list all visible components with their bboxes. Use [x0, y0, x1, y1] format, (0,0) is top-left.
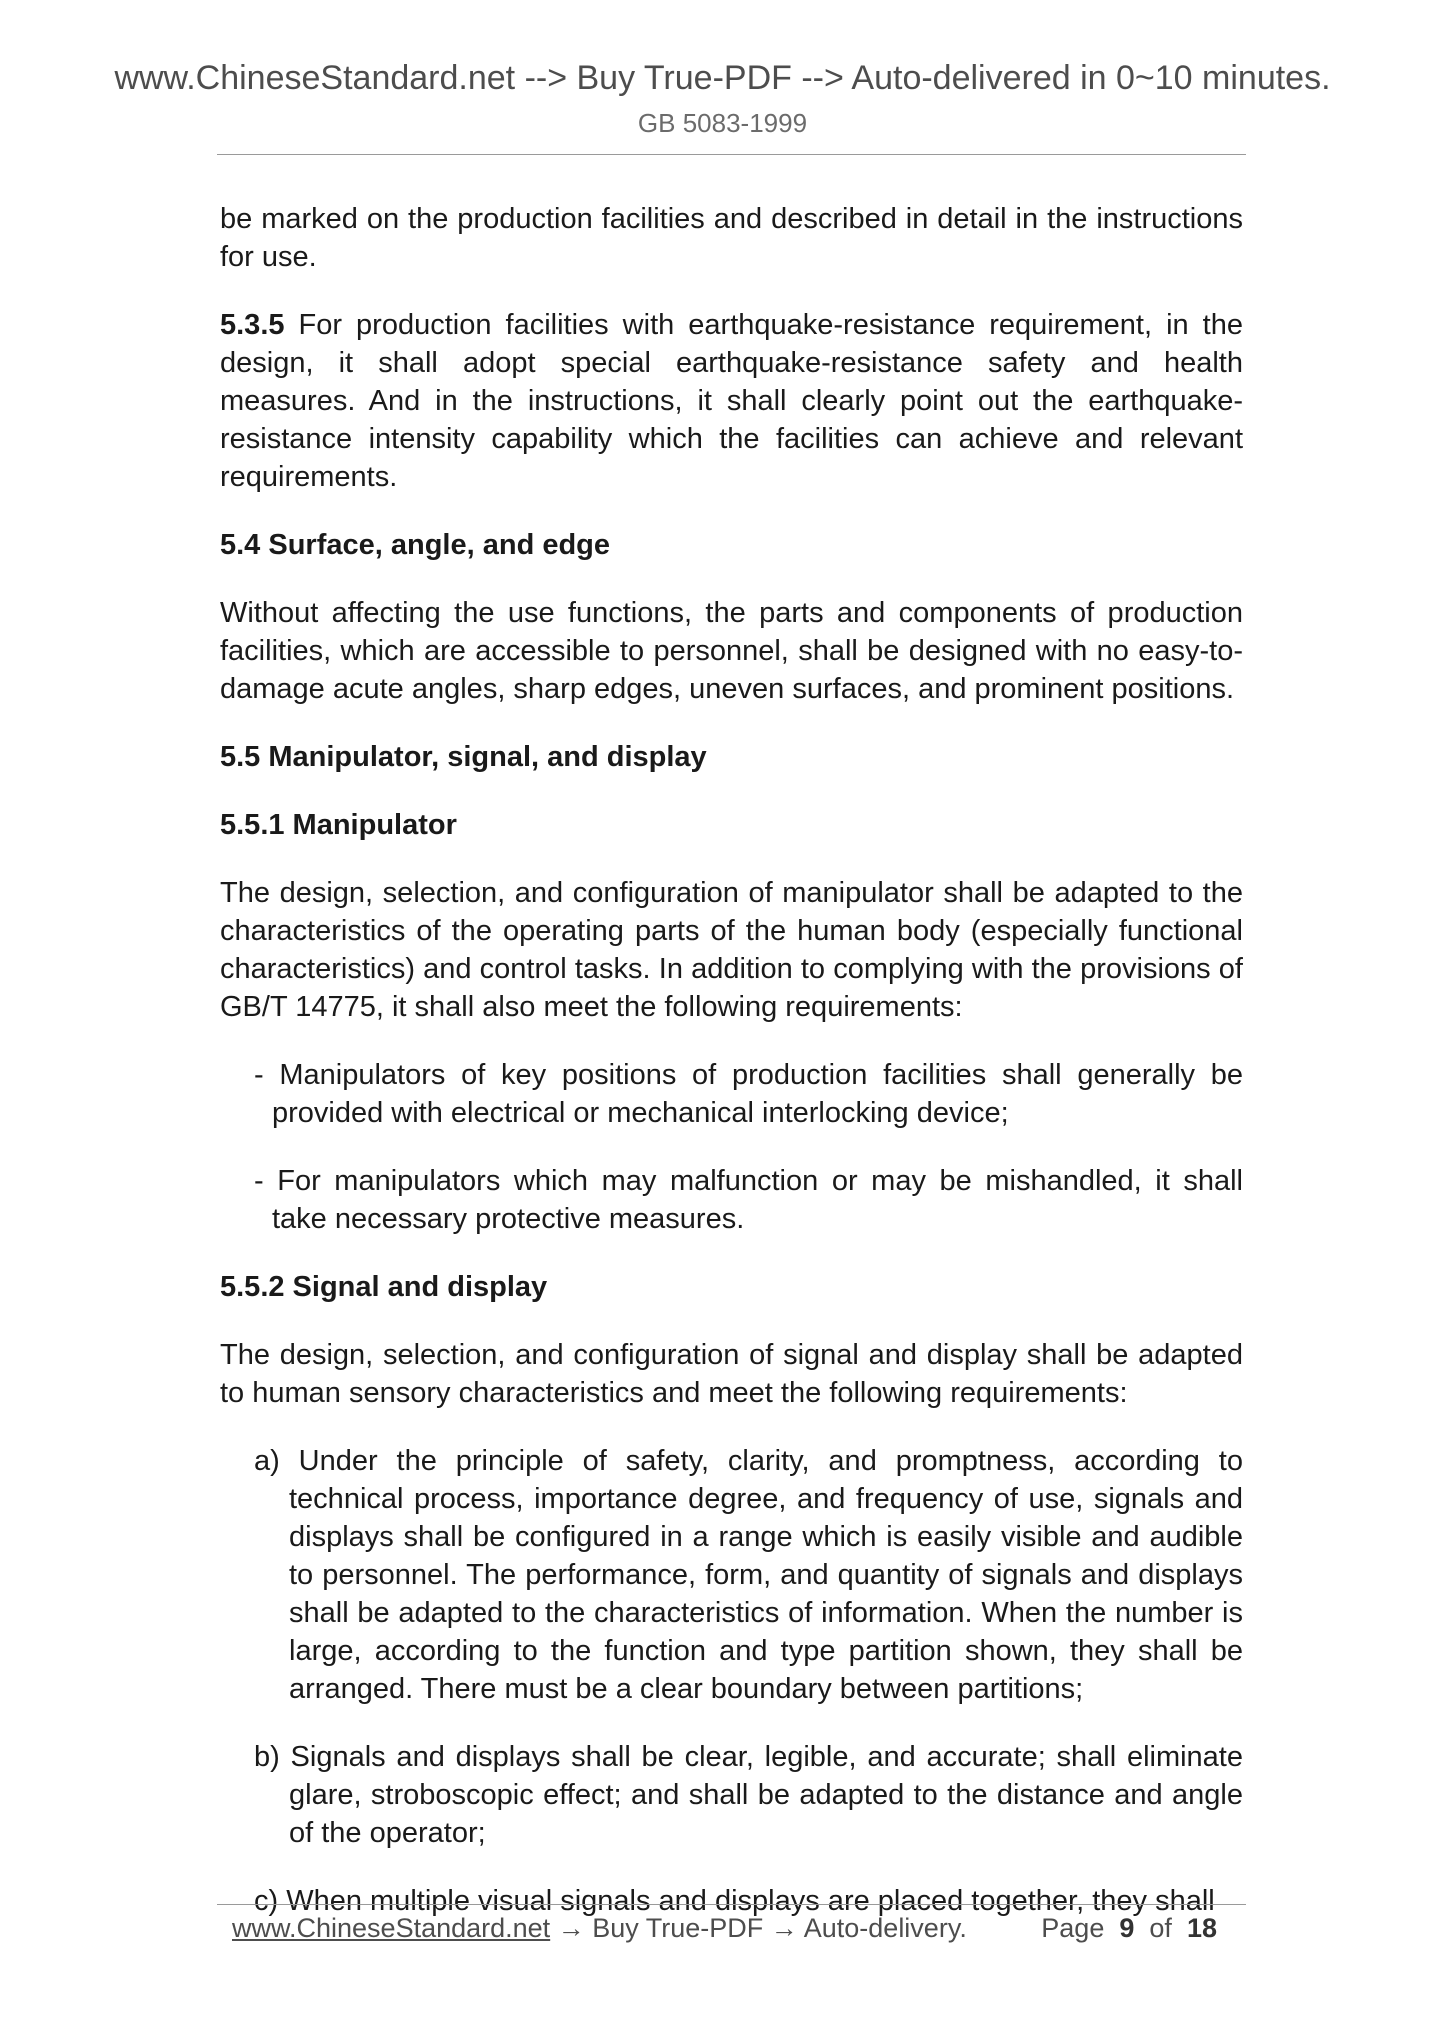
continued-paragraph: be marked on the production facilities and described in detail in the instructions for use. [220, 203, 1243, 273]
header-divider [217, 154, 1246, 155]
footer-text: → Buy True-PDF → Auto-delivery. [550, 1913, 967, 1943]
list-item-b: b) Signals and displays shall be clear, legible, and accurate; shall eliminate glare, stroboscopic effect; and shall be adapted to the distance and angle of the operator; [254, 1741, 1243, 1849]
header-banner: www.ChineseStandard.net --> Buy True-PDF --> Auto-delivered in 0~10 minutes. [114, 59, 1331, 97]
page-label: Page [1041, 1913, 1105, 1943]
paragraph-5-4: Without affecting the use functions, the parts and components of production facilities, which are accessible to personnel, shall be designed with no easy-to-damage acute angles, sharp edges, uneven surfaces, and prominent positions. [220, 597, 1243, 705]
page-indicator [1041, 1908, 1217, 1948]
paragraph-5-5-1: The design, selection, and configuration of manipulator shall be adapted to the characteristics of the operating parts of the human body (especially functional characteristics) and control tasks. In addition to complying with the provisions of GB/T 14775, it shall also meet the following requirements: [220, 877, 1243, 1023]
clause-text: For production facilities with earthquake-resistance requirement, in the design, it shall adopt special earthquake-resistance safety and health measures. And in the instructions, it shall clearly point out the earthquake-resistance intensity capability which the facilities can achieve and relevant requirements. [220, 309, 1243, 493]
list-item-a: a) Under the principle of safety, clarity, and promptness, according to technical process, importance degree, and frequency of use, signals and displays shall be configured in a range which is easily visible and audible to personnel. The performance, form, and quantity of signals and displays shall be adapted to the characteristics of information. When the number is large, according to the function and type partition shown, they shall be arranged. There must be a clear boundary between partitions; [254, 1445, 1243, 1705]
page-header [0, 56, 1445, 140]
clause-number: 5.3.5 [220, 309, 285, 341]
section-heading-5-5-1: 5.5.1 Manipulator [220, 809, 457, 841]
clause-5-3-5 [220, 306, 1243, 496]
of-label: of [1149, 1913, 1172, 1943]
footer-site-link[interactable]: www.ChineseStandard.net [232, 1913, 551, 1943]
section-heading-5-5: 5.5 Manipulator, signal, and display [220, 741, 707, 773]
footer-divider [217, 1904, 1246, 1905]
list-item-c: c) When multiple visual signals and displays are placed together, they shall [254, 1885, 1215, 1917]
document-body [220, 200, 1243, 1920]
page-total: 18 [1186, 1913, 1217, 1943]
standard-number: GB 5083-1999 [637, 108, 808, 138]
section-heading-5-4: 5.4 Surface, angle, and edge [220, 529, 611, 561]
page-footer [232, 1908, 1232, 1948]
list-item-dash-2: - For manipulators which may malfunction or may be mishandled, it shall take necessary protective measures. [254, 1165, 1243, 1235]
list-item-dash-1: - Manipulators of key positions of production facilities shall generally be provided with electrical or mechanical interlocking device; [254, 1059, 1243, 1129]
section-heading-5-5-2: 5.5.2 Signal and display [220, 1271, 548, 1303]
page-number: 9 [1119, 1913, 1135, 1943]
paragraph-5-5-2: The design, selection, and configuration of signal and display shall be adapted to human sensory characteristics and meet the following requirements: [220, 1339, 1243, 1409]
